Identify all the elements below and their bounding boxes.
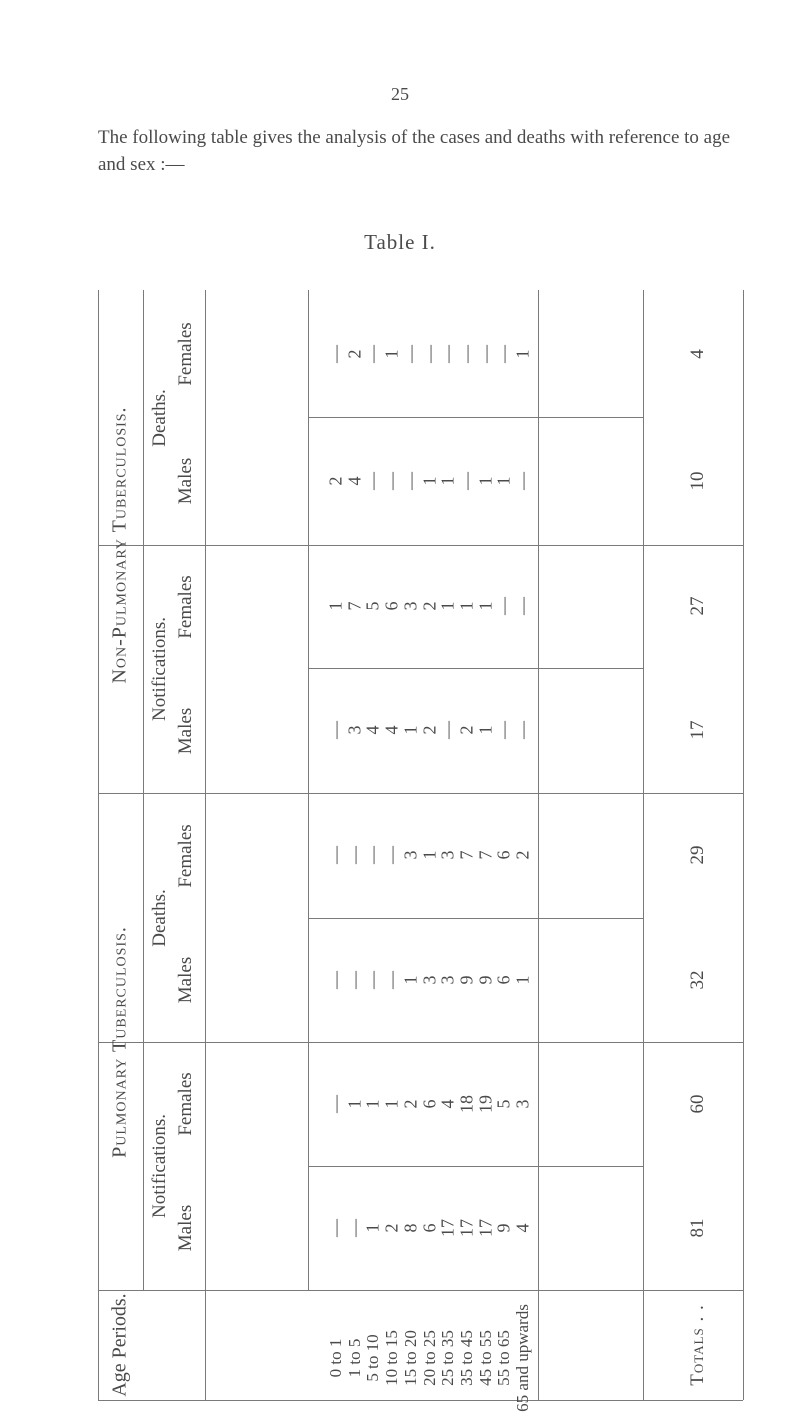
pulm-notif-males-value: 6 xyxy=(419,1223,439,1233)
nonpulm-deaths-males-value: — xyxy=(381,472,402,490)
grid-line xyxy=(98,290,99,1400)
pulm-deaths-males-value: — xyxy=(362,971,383,989)
grid-line xyxy=(643,290,644,1400)
pulm-notif-males-value: 17 xyxy=(475,1219,496,1237)
nonpulm-notif-males-value: — xyxy=(437,721,458,739)
nonpulm-deaths-males-value: 4 xyxy=(344,476,365,486)
pulm-deaths-males-total: 32 xyxy=(687,970,708,990)
grid-line xyxy=(308,668,643,669)
nonpulm-notif-females-value: 1 xyxy=(456,601,477,611)
pulm-notif-females-value: 5 xyxy=(493,1099,514,1109)
nonpulm-deaths-females-value: 2 xyxy=(344,349,365,359)
pulm-deaths-females-value: 7 xyxy=(456,850,477,860)
nonpulm-deaths-males-header: Males xyxy=(175,457,196,505)
pulm-notif-males-value: — xyxy=(344,1219,365,1237)
pulm-deaths-females-value: 1 xyxy=(419,850,439,860)
pulm-deaths-females-value: — xyxy=(362,846,383,864)
nonpulm-notif-females-value: — xyxy=(493,597,514,615)
nonpulm-notif-females-value: 7 xyxy=(344,601,365,611)
nonpulm-deaths-males-value: 1 xyxy=(475,476,496,486)
pulm-deaths-males-value: — xyxy=(381,971,402,989)
table-grid xyxy=(98,290,743,1412)
pulm-deaths-group: Deaths. xyxy=(149,888,170,947)
nonpulm-notif-females-value: — xyxy=(512,597,533,615)
pulm-notif-females-value: 1 xyxy=(362,1099,383,1109)
nonpulm-notif-males-value: 4 xyxy=(362,725,383,735)
grid-line xyxy=(98,1290,743,1291)
intro-paragraph: The following table gives the analysis of the cases and deaths with reference to age and sex :— xyxy=(98,127,731,175)
pulm-notif-females-value: 6 xyxy=(419,1099,439,1109)
nonpulm-notif-group: Notifications. xyxy=(149,617,170,721)
nonpulm-deaths-males-value: 1 xyxy=(437,476,458,486)
grid-line xyxy=(308,290,309,1290)
grid-line xyxy=(98,793,743,794)
grid-line xyxy=(98,545,743,546)
grid-line xyxy=(98,1400,743,1401)
table-body xyxy=(98,290,743,1412)
age-period-label: 55 to 65 xyxy=(494,1330,514,1386)
nonpulm-deaths-females-value: — xyxy=(437,345,458,363)
totals-label: Totals . . xyxy=(687,1304,708,1386)
pulm-notif-females-value: 1 xyxy=(381,1099,402,1109)
nonpulm-notif-females-value: 1 xyxy=(437,601,458,611)
pulm-notif-females-value: 18 xyxy=(456,1095,477,1113)
nonpulm-notif-females-value: 3 xyxy=(400,601,421,611)
nonpulm-notif-males-value: 1 xyxy=(400,725,421,735)
age-period-label: 10 to 15 xyxy=(382,1330,402,1386)
nonpulm-deaths-males-value: 1 xyxy=(493,476,514,486)
nonpulm-notif-females-value: 5 xyxy=(362,601,383,611)
age-period-label: 45 to 55 xyxy=(475,1330,495,1386)
nonpulm-deaths-males-value: — xyxy=(362,472,383,490)
pulm-notif-males-value: 4 xyxy=(512,1223,533,1233)
nonpulm-deaths-males-value: — xyxy=(456,472,477,490)
pulm-notif-males-value: 17 xyxy=(456,1219,477,1237)
pulm-deaths-females-value: — xyxy=(381,846,402,864)
table-title: Table I. xyxy=(364,230,436,254)
pulm-notif-females-total: 60 xyxy=(687,1094,708,1114)
pulm-notif-females-value: — xyxy=(325,1095,346,1113)
pulm-notif-males-value: 8 xyxy=(400,1223,421,1233)
nonpulm-notif-males-value: 2 xyxy=(456,725,477,735)
pulm-notif-females-value: 19 xyxy=(475,1095,496,1113)
nonpulm-deaths-males-value: — xyxy=(512,472,533,490)
age-period-label: 25 to 35 xyxy=(438,1330,458,1386)
nonpulm-notif-females-header: Females xyxy=(175,574,196,639)
pulm-notif-females-value: 4 xyxy=(437,1099,458,1109)
nonpulm-deaths-group: Deaths. xyxy=(149,388,170,447)
page-number: 25 xyxy=(391,84,409,104)
pulm-deaths-females-value: 3 xyxy=(400,850,421,860)
nonpulm-notif-males-value: — xyxy=(493,721,514,739)
pulm-deaths-females-value: — xyxy=(344,846,365,864)
grid-line xyxy=(743,290,744,1400)
pulm-notif-females-value: 3 xyxy=(512,1099,533,1109)
pulm-notif-males-value: 1 xyxy=(362,1223,383,1233)
age-periods-title: Age Periods. xyxy=(108,1293,131,1397)
pulm-deaths-females-value: — xyxy=(325,846,346,864)
nonpulm-deaths-females-value: — xyxy=(419,345,439,363)
pulm-deaths-males-value: — xyxy=(344,971,365,989)
pulm-deaths-males-value: 9 xyxy=(475,975,496,985)
pulm-deaths-females-value: 3 xyxy=(437,850,458,860)
nonpulm-notif-males-value: — xyxy=(512,721,533,739)
pulm-notif-males-value: 9 xyxy=(493,1223,514,1233)
nonpulm-deaths-females-header: Females xyxy=(175,321,196,386)
pulm-deaths-females-value: 2 xyxy=(512,850,533,860)
pulm-deaths-males-value: 6 xyxy=(493,975,514,985)
age-period-label: 20 to 25 xyxy=(419,1330,439,1386)
pulm-deaths-males-value: 3 xyxy=(437,975,458,985)
pulm-notif-females-header: Females xyxy=(175,1072,196,1136)
nonpulm-notif-males-value: 4 xyxy=(381,725,402,735)
nonpulm-notif-males-total: 17 xyxy=(687,720,708,740)
nonpulm-deaths-males-value: 2 xyxy=(325,476,346,486)
age-period-label: 65 and upwards xyxy=(513,1304,532,1412)
pulm-deaths-females-total: 29 xyxy=(687,845,708,865)
pulm-deaths-males-value: 9 xyxy=(456,975,477,985)
nonpulm-notif-females-value: 2 xyxy=(419,601,439,611)
pulm-deaths-females-header: Females xyxy=(175,823,196,888)
nonpulm-notif-males-value: 3 xyxy=(344,725,365,735)
nonpulm-notif-females-value: 1 xyxy=(325,601,346,611)
pulm-deaths-males-value: 3 xyxy=(419,975,439,985)
pulm-deaths-males-value: — xyxy=(325,971,346,989)
nonpulm-notif-males-value: 1 xyxy=(475,725,496,735)
nonpulm-deaths-males-value: 1 xyxy=(419,476,439,486)
nonpulm-deaths-females-value: — xyxy=(493,345,514,363)
nonpulm-deaths-females-value: — xyxy=(456,345,477,363)
nonpulm-notif-males-header: Males xyxy=(175,707,196,754)
pulm-notif-males-header: Males xyxy=(175,1204,196,1252)
age-period-label: 35 to 45 xyxy=(456,1330,476,1386)
nonpulm-notif-females-total: 27 xyxy=(687,596,708,616)
pulm-deaths-females-value: 6 xyxy=(493,850,514,860)
nonpulm-deaths-females-value: 1 xyxy=(381,349,402,359)
grid-line xyxy=(308,417,643,418)
pulm-notif-males-value: — xyxy=(325,1219,346,1237)
age-period-label: 0 to 1 xyxy=(326,1338,345,1378)
nonpulm-notif-males-value: — xyxy=(325,721,346,739)
age-period-label: 1 to 5 xyxy=(344,1338,364,1378)
nonpulm-deaths-females-value: — xyxy=(362,345,383,363)
pulm-deaths-females-value: 7 xyxy=(475,850,496,860)
pulm-notif-group: Notifications. xyxy=(149,1114,170,1218)
nonpulm-deaths-males-value: — xyxy=(400,472,421,490)
pulm-deaths-males-value: 1 xyxy=(400,975,421,985)
age-period-label: 5 to 10 xyxy=(363,1334,383,1382)
age-period-label: 15 to 20 xyxy=(400,1330,420,1386)
nonpulm-deaths-females-value: — xyxy=(400,345,421,363)
nonpulm-deaths-females-total: 4 xyxy=(687,349,708,359)
pulm-notif-females-value: 1 xyxy=(344,1099,365,1109)
nonpulm-deaths-females-value: 1 xyxy=(512,349,533,359)
pulm-notif-males-total: 81 xyxy=(687,1218,708,1238)
pulm-notif-females-value: 2 xyxy=(400,1099,421,1109)
grid-line xyxy=(205,290,206,1400)
grid-line xyxy=(143,290,144,1290)
grid-line xyxy=(98,1042,743,1043)
nonpulm-deaths-males-total: 10 xyxy=(687,471,708,491)
grid-line xyxy=(538,290,539,1400)
pulm-notif-males-value: 17 xyxy=(437,1219,458,1237)
nonpulm-notif-males-value: 2 xyxy=(419,725,439,735)
pulm-deaths-males-header: Males xyxy=(175,956,196,1004)
grid-line xyxy=(308,918,643,919)
nonpulm-notif-females-value: 6 xyxy=(381,601,402,611)
pulm-notif-males-value: 2 xyxy=(381,1223,402,1233)
nonpulm-deaths-females-value: — xyxy=(325,345,346,363)
nonpulm-deaths-females-value: — xyxy=(475,345,496,363)
grid-line xyxy=(308,1166,643,1167)
pulm-deaths-males-value: 1 xyxy=(512,975,533,985)
non-pulmonary-title: Non-Pulmonary Tuberculosis. xyxy=(108,406,131,684)
pulmonary-title: Pulmonary Tuberculosis. xyxy=(108,926,131,1158)
nonpulm-notif-females-value: 1 xyxy=(475,601,496,611)
